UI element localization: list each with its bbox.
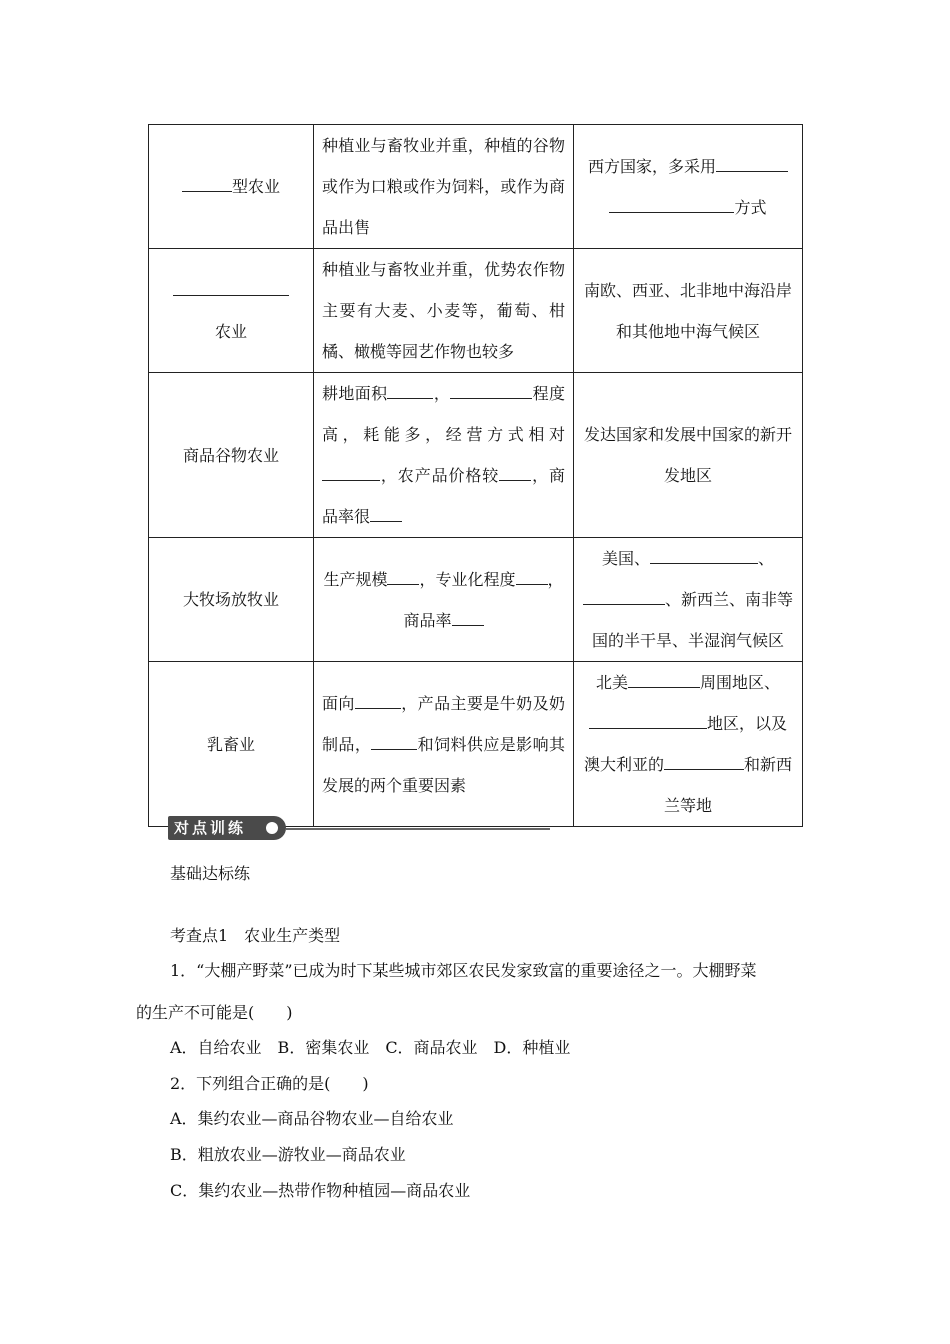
type-label: 农业: [214, 321, 247, 341]
fill-blank[interactable]: [650, 545, 758, 564]
desc-text: ，商品率很: [322, 466, 565, 526]
fill-blank[interactable]: [628, 669, 700, 688]
fill-blank[interactable]: [452, 607, 484, 626]
desc-text: 耕地面积: [322, 384, 388, 403]
region-cell: 南欧、西亚、北非地中海沿岸和其他地中海气候区: [574, 249, 803, 373]
fill-blank[interactable]: [355, 690, 401, 709]
table-row: [149, 662, 803, 827]
banner-title: 对点训练: [174, 819, 247, 837]
fill-blank[interactable]: [664, 751, 744, 770]
region-text: 西方国家，多采用: [587, 156, 716, 176]
desc-text: ，产品主要是牛奶及奶制品，: [322, 693, 565, 754]
agriculture-types-table: [148, 124, 803, 827]
circle-icon: [266, 822, 278, 834]
region-text: 方式: [734, 197, 767, 217]
region-text: 、新西兰、南非等国的半干旱、半湿润气候区: [591, 590, 793, 650]
desc-text: 程度高，耗能多，经营方式相对: [322, 384, 565, 444]
region-cell: [574, 662, 803, 827]
question-2-option-c[interactable]: C．集约农业—热带作物种植园—商品农业: [170, 1181, 471, 1200]
fill-blank[interactable]: [173, 277, 289, 296]
desc-text: ，: [433, 384, 451, 403]
fill-blank[interactable]: [589, 710, 707, 729]
type-cell: 乳畜业: [149, 662, 314, 827]
fill-blank[interactable]: [499, 462, 531, 481]
region-cell: 发达国家和发展中国家的新开发地区: [574, 373, 803, 538]
fill-blank[interactable]: [450, 380, 532, 399]
desc-text: 生产规模: [323, 569, 388, 589]
table-row: [149, 125, 803, 249]
region-text: 周围地区、: [700, 673, 781, 692]
fill-blank[interactable]: [322, 462, 380, 481]
table-row: [149, 373, 803, 538]
desc-cell: 种植业与畜牧业并重，种植的谷物或作为口粮或作为饲料，或作为商品出售: [314, 125, 574, 249]
desc-text: 面向: [322, 693, 355, 713]
desc-cell: [314, 373, 574, 538]
desc-text: ，商品率: [403, 569, 564, 630]
region-text: 北美: [595, 673, 628, 692]
section-banner: [168, 814, 550, 844]
region-cell: [574, 538, 803, 662]
fill-blank[interactable]: [516, 566, 548, 585]
question-1-stem: 1．“大棚产野菜”已成为时下某些城市郊区农民发家致富的重要途径之一。大棚野菜: [170, 961, 757, 980]
type-label: 型农业: [231, 177, 280, 196]
fill-blank[interactable]: [716, 153, 788, 172]
question-1-stem-cont: 的生产不可能是( ): [136, 1003, 293, 1022]
type-cell: 商品谷物农业: [149, 373, 314, 538]
desc-cell: [314, 662, 574, 827]
type-cell: 大牧场放牧业: [149, 538, 314, 662]
banner-label-box: [168, 816, 286, 840]
desc-text: ，专业化程度: [419, 569, 516, 589]
desc-text: ，农产品价格较: [380, 466, 500, 485]
type-cell: [149, 125, 314, 249]
question-2-option-b[interactable]: B．粗放农业—游牧业—商品农业: [170, 1145, 406, 1164]
type-cell: [149, 249, 314, 373]
table-row: [149, 249, 803, 373]
desc-cell: [314, 538, 574, 662]
topic-title: 考查点1 农业生产类型: [170, 926, 341, 945]
region-text: 美国、: [601, 549, 650, 568]
banner-divider: [286, 828, 550, 830]
question-2-option-a[interactable]: A．集约农业—商品谷物农业—自给农业: [170, 1109, 454, 1128]
question-2-stem: 2．下列组合正确的是( ): [170, 1074, 369, 1093]
desc-cell: 种植业与畜牧业并重，优势农作物主要有大麦、小麦等，葡萄、柑橘、橄榄等园艺作物也较多: [314, 249, 574, 373]
table-row: [149, 538, 803, 662]
region-text: 和新西兰等地: [663, 755, 793, 815]
fill-blank[interactable]: [583, 586, 665, 605]
fill-blank[interactable]: [387, 380, 433, 399]
region-text: 地区，以及澳大利亚的: [583, 714, 787, 774]
region-text: 、: [758, 549, 775, 568]
fill-blank[interactable]: [609, 194, 734, 213]
desc-text: 和饲料供应是影响其发展的两个重要因素: [322, 734, 565, 795]
fill-blank[interactable]: [370, 503, 402, 522]
question-1-options[interactable]: A．自给农业 B．密集农业 C．商品农业 D．种植业: [170, 1038, 571, 1057]
fill-blank[interactable]: [387, 566, 419, 585]
fill-blank[interactable]: [371, 731, 417, 750]
region-cell: [574, 125, 803, 249]
fill-blank[interactable]: [182, 173, 232, 192]
section-title: 基础达标练: [170, 864, 251, 883]
